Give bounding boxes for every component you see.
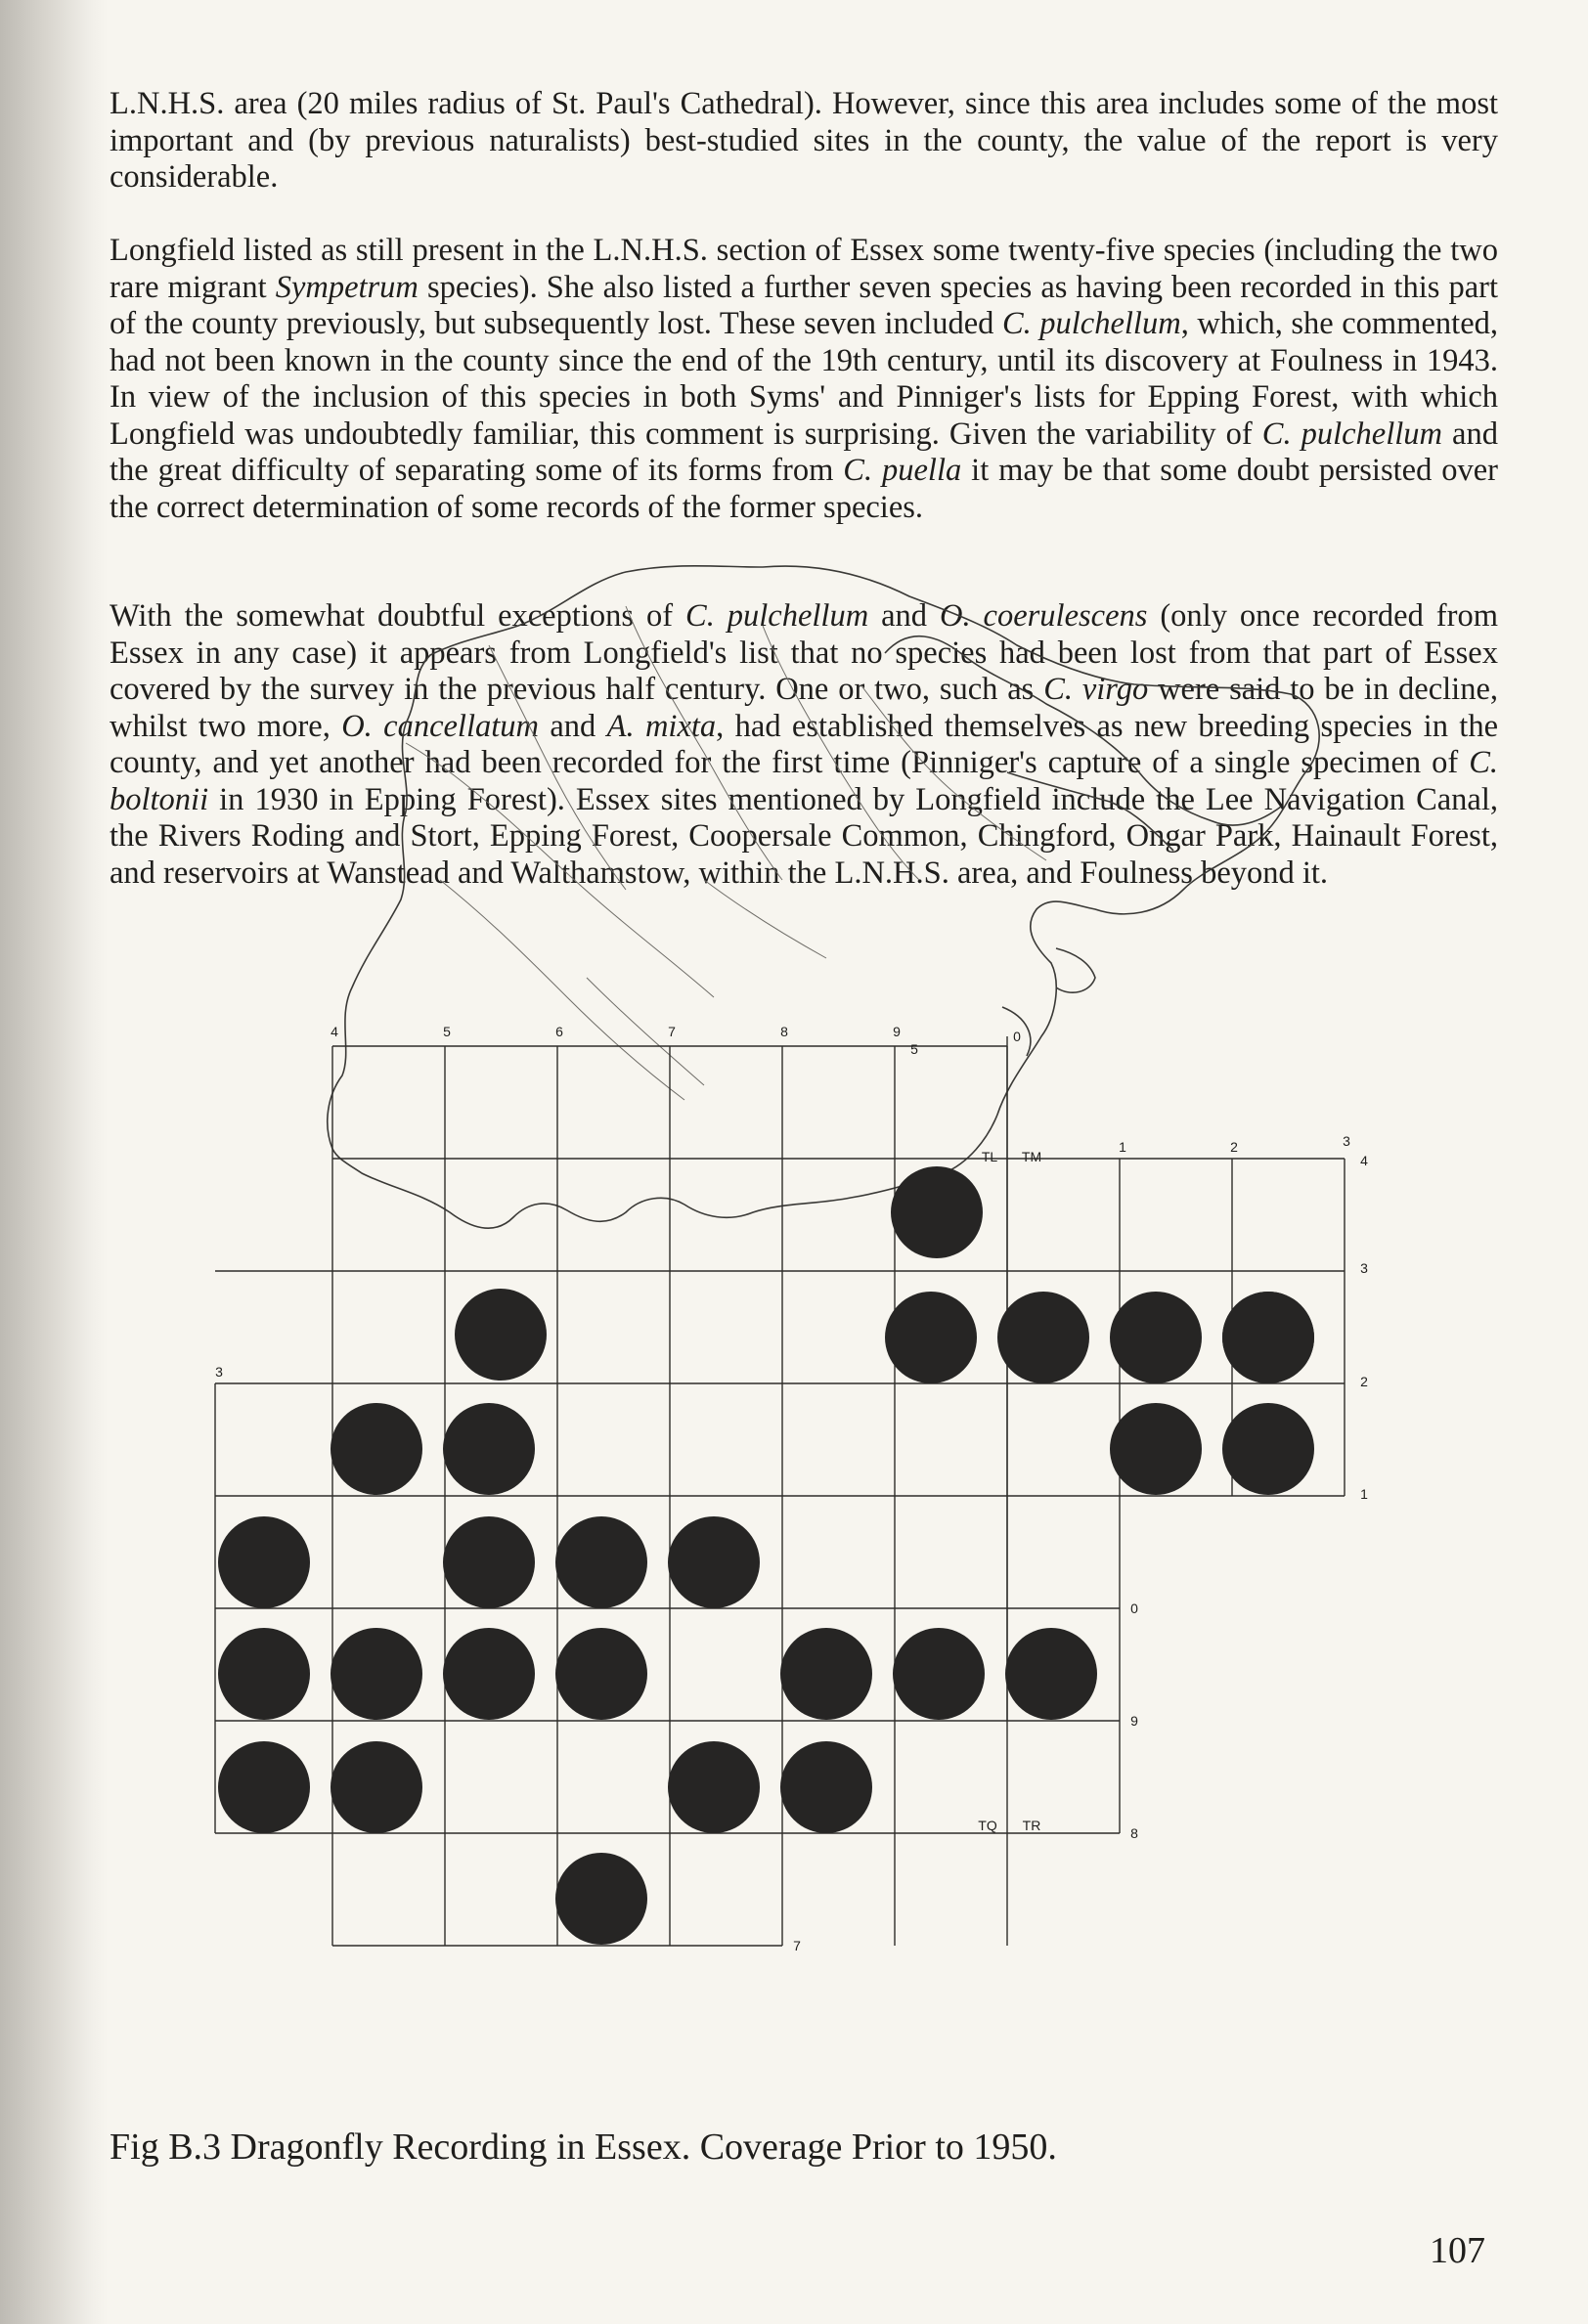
text-run: L.N.H.S. area (20 miles radius of St. Paul's Cathedral). However, since this area includes some of the most important and (by previous naturalists) best-studied sites in the county, the value of the report is very considerable.	[110, 86, 1498, 195]
record-dot-tq68	[443, 1628, 535, 1720]
record-dot-tq58	[331, 1628, 422, 1720]
easting-label: 7	[668, 1024, 676, 1039]
county-outline	[328, 566, 1319, 1228]
record-dot-tq49	[331, 1403, 422, 1495]
northing-label: 3	[1360, 1260, 1368, 1276]
record-dot-tm22	[1222, 1403, 1314, 1495]
text-run: and	[538, 708, 607, 744]
square-code-label: TQ	[978, 1818, 997, 1833]
northing-label: 8	[1130, 1825, 1138, 1841]
text-run: (only once recorded from Essex in any case) it appears from Longfield's list that no species had been lost from that part of Essex covered by the survey in the previous half century. One or two, such as	[110, 598, 1498, 707]
record-dot-tq87	[668, 1741, 760, 1833]
text-run: and	[868, 598, 941, 634]
text-run: it may be that some doubt persisted over the correct determination of some records of the former species.	[110, 453, 1498, 525]
species-name: C. puella	[843, 453, 962, 488]
record-dot-tm13	[1110, 1292, 1202, 1383]
species-name: C. pulchellum	[685, 598, 869, 634]
record-dot-tq97	[780, 1741, 872, 1833]
easting-label: 6	[555, 1024, 563, 1039]
record-dot-tq59	[443, 1403, 535, 1495]
record-dot-tq69	[218, 1516, 310, 1608]
text-run: , which, she commented, had not been known in the county since the end of the 19th century, until its discovery at Foulness in 1943. In view of the inclusion of this species in both Syms' and Pinniger's lists for Epping Forest, with which Longfield was undoubtedly familiar, this comment is surprising. Given the variability of	[110, 306, 1498, 452]
square-code-label: TL	[981, 1149, 998, 1164]
map-rivers	[406, 606, 1046, 1100]
northing-label: 9	[1130, 1713, 1138, 1729]
easting-label: 5	[910, 1041, 918, 1057]
record-dot-tq48	[218, 1628, 310, 1720]
species-name: C. pulchellum	[1001, 306, 1181, 341]
species-name: C. pulchellum	[1261, 416, 1443, 452]
square-code-label: TR	[1022, 1818, 1041, 1833]
northing-label: 2	[1360, 1374, 1368, 1389]
text-run: were said to be in decline, whilst two more,	[110, 672, 1498, 744]
record-dot-tm23	[1222, 1292, 1314, 1383]
record-dot-tm08	[893, 1628, 985, 1720]
page-number: 107	[1430, 2230, 1485, 2271]
record-dot-tl70	[455, 1289, 547, 1381]
easting-label: 3	[1343, 1133, 1350, 1149]
text-run: species). She also listed a further seven species as having been recorded in this part of the county previously, but subsequently lost. These seven included	[110, 269, 1498, 341]
easting-label: 5	[443, 1024, 451, 1039]
text-run: and the great difficulty of separating some of its forms from	[110, 416, 1498, 488]
record-dot-tm01	[997, 1292, 1089, 1383]
northing-label: 7	[793, 1938, 801, 1953]
record-dots	[218, 1166, 1314, 1945]
easting-label: 8	[780, 1024, 788, 1039]
record-dot-tm12	[1110, 1403, 1202, 1495]
figure-caption: Fig B.3 Dragonfly Recording in Essex. Coverage Prior to 1950.	[110, 2127, 1057, 2168]
square-code-label: TM	[1021, 1149, 1042, 1164]
text-run: Longfield listed as still present in the L.N.H.S. section of Essex some twenty-five species (including the two rare migrant	[110, 233, 1498, 305]
record-dot-tq57	[331, 1741, 422, 1833]
easting-label: 9	[893, 1024, 901, 1039]
record-dot-tq47	[218, 1741, 310, 1833]
species-name: A. mixta	[606, 708, 717, 744]
record-dot-tq79	[443, 1516, 535, 1608]
easting-label: 2	[1230, 1139, 1238, 1155]
easting-label: 0	[1013, 1029, 1021, 1044]
text-run: With the somewhat doubtful exceptions of	[110, 598, 686, 634]
record-dot-tm18	[1005, 1628, 1097, 1720]
easting-label: 1	[1119, 1139, 1126, 1155]
northing-label: 0	[1130, 1600, 1138, 1616]
species-name: O. coerulescens	[940, 598, 1148, 634]
record-dot-tq98	[780, 1628, 872, 1720]
species-name: Sympetrum	[275, 269, 419, 305]
easting-label: 4	[331, 1024, 338, 1039]
record-dot-tl99	[668, 1516, 760, 1608]
record-dot-tq76	[555, 1853, 647, 1945]
species-name: O. cancellatum	[341, 708, 539, 744]
species-name: C. virgo	[1043, 672, 1149, 707]
text-run: in 1930 in Epping Forest). Essex sites mentioned by Longfield include the Lee Navigation Canal, the Rivers Roding and Stort, Epping Forest, Coopersale Common, Chingford, Ongar Park, Hainault Forest, and reservoirs at Wanstead and Walthamstow, within the L.N.H.S. area, and Foulness beyond it.	[110, 781, 1498, 891]
text-run: , had established themselves as new breeding species in the county, and yet another had been recorded for the first time (Pinniger's capture of a single specimen of	[110, 708, 1499, 780]
record-dot-tl91	[885, 1292, 977, 1383]
northing-label: 1	[1360, 1486, 1368, 1502]
species-name: C. boltonii	[110, 745, 1498, 817]
record-dot-tl90	[891, 1166, 983, 1258]
northing-label: 3	[215, 1364, 223, 1380]
record-dot-tq78	[555, 1628, 647, 1720]
easting-label: 4	[1360, 1153, 1368, 1168]
record-dot-tl89	[555, 1516, 647, 1608]
